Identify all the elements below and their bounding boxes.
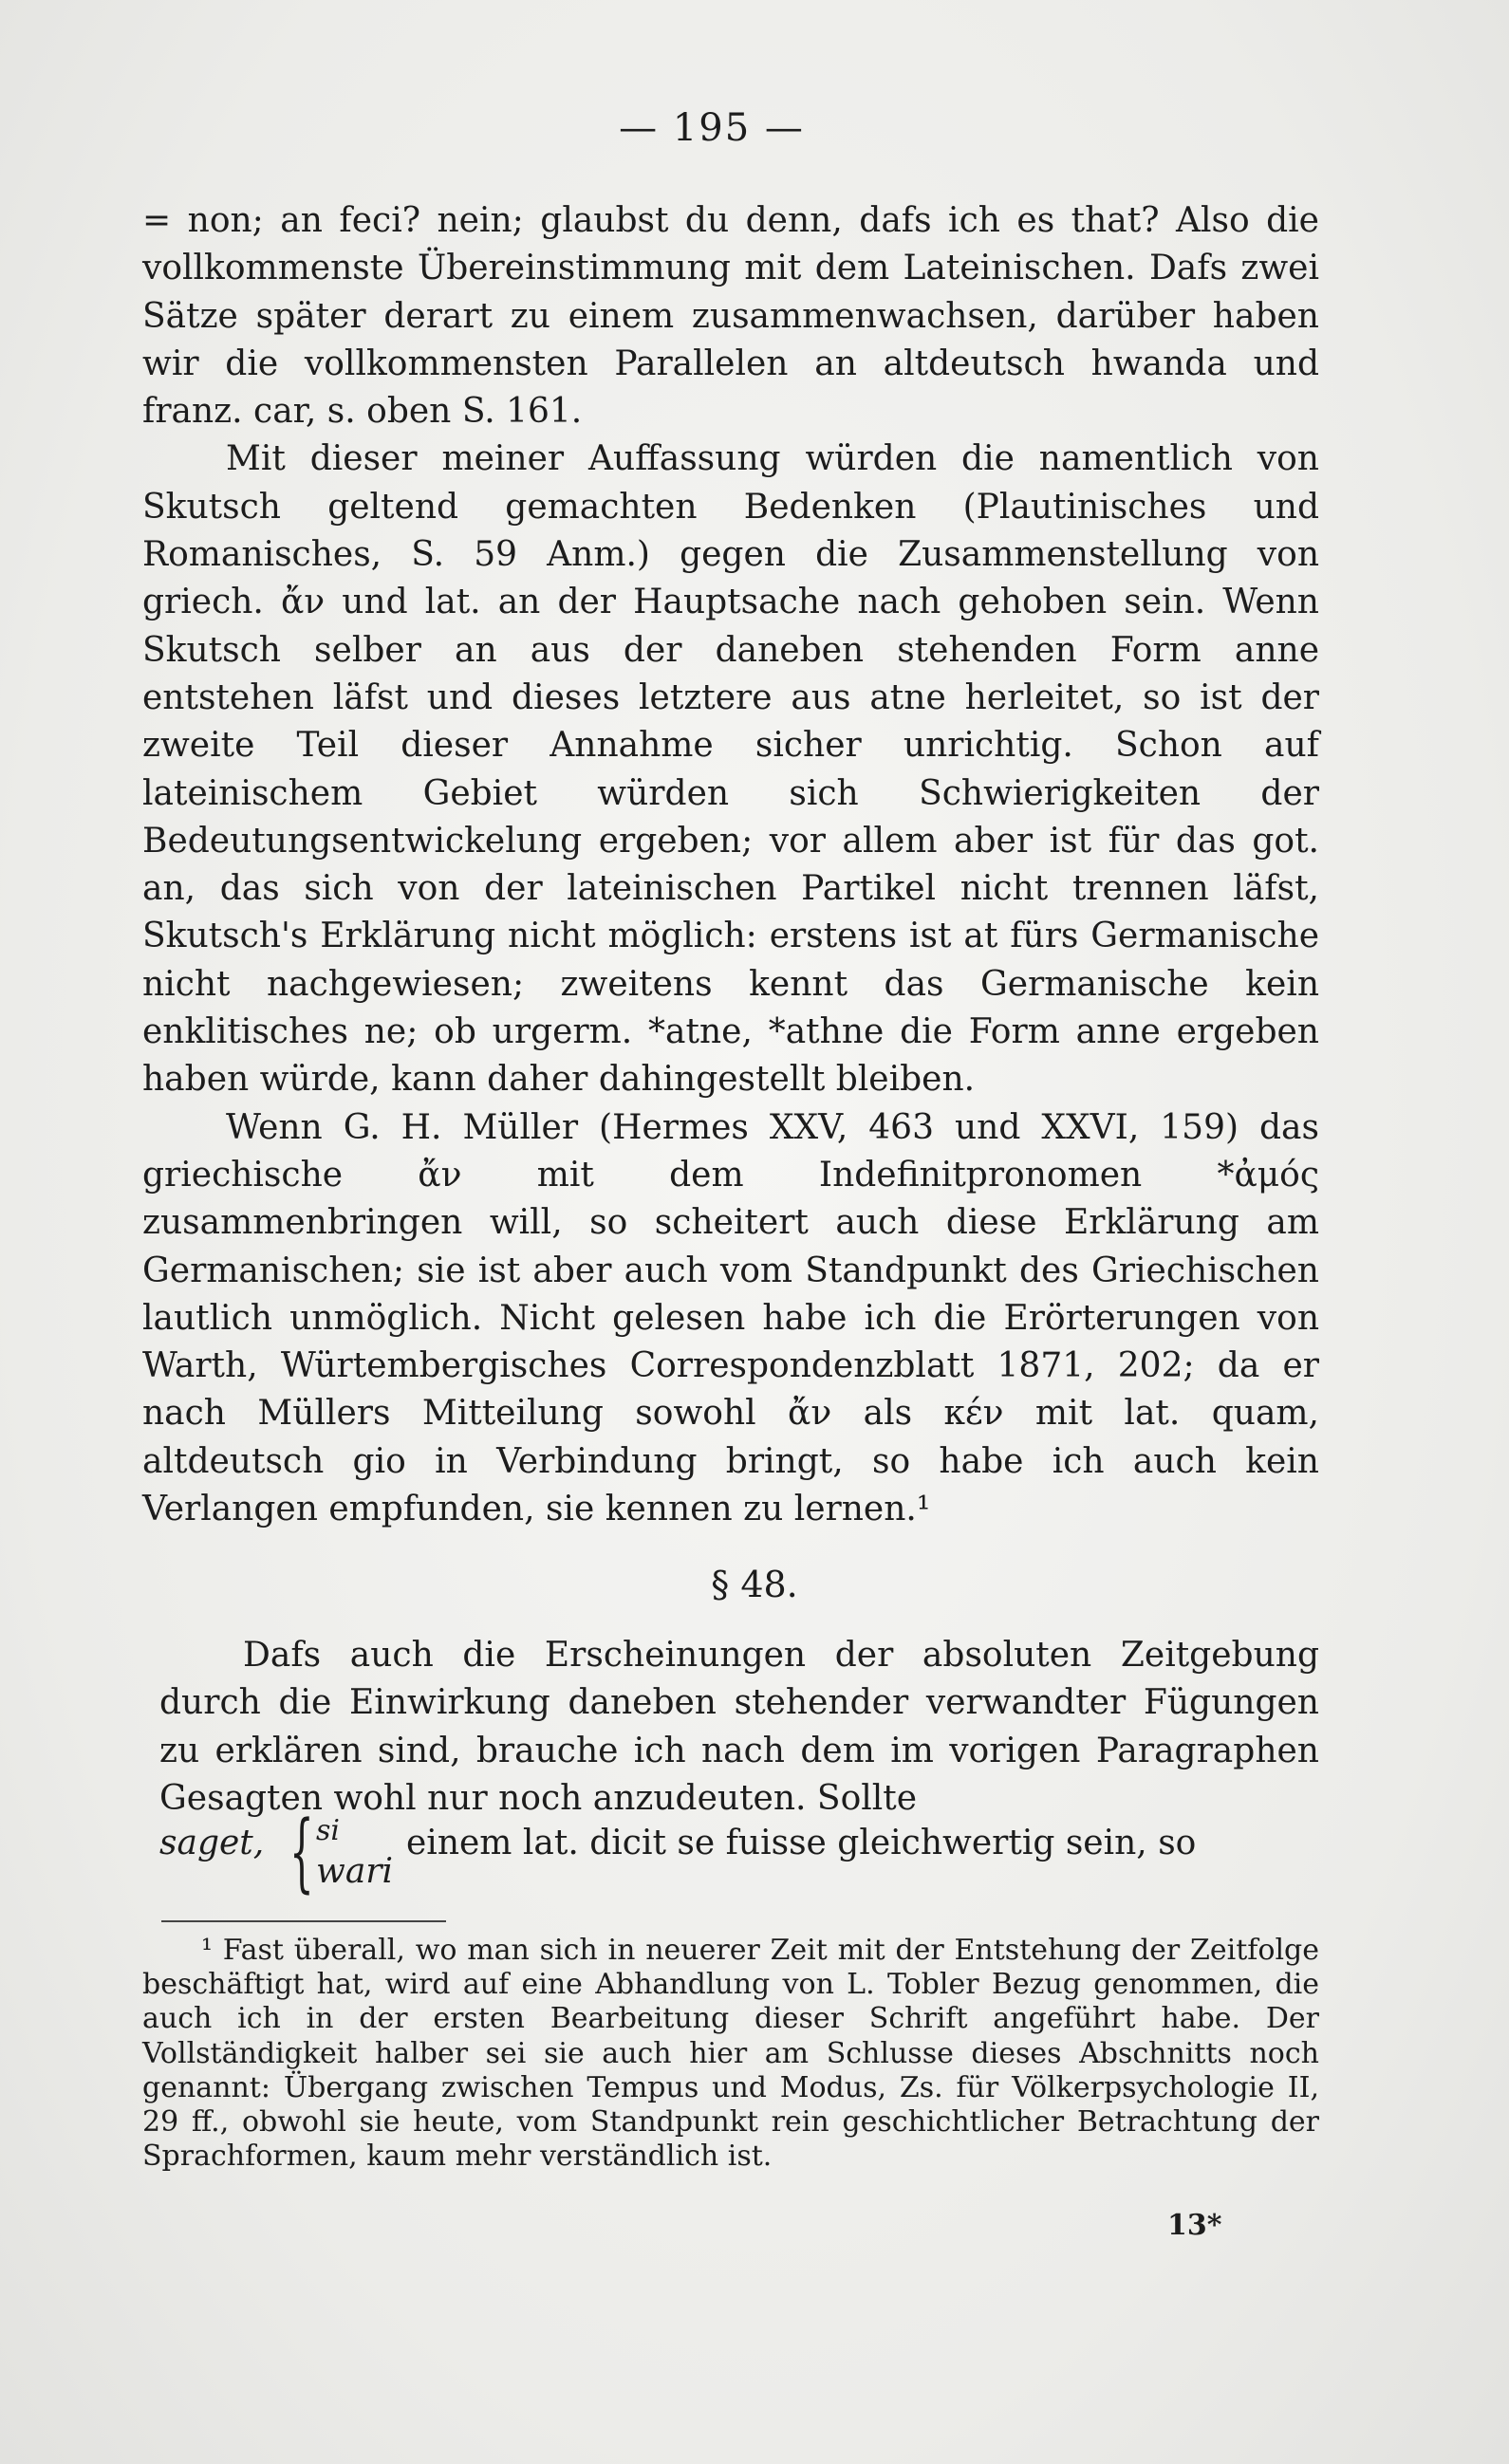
section-heading: § 48. <box>711 1564 798 1605</box>
main-text <box>142 197 1319 1533</box>
choice-word: saget, <box>159 1824 265 1862</box>
choice-line <box>159 1803 1319 1902</box>
footnote <box>142 1934 1319 2174</box>
brace-symbol: { <box>289 1803 314 1902</box>
paragraph-2: Mit dieser meiner Auffassung würden die namentlich von Skutsch geltend gemachten Bedenken (Plautinisches und Romanisches, S. 59 Anm.) gegen die Zusammenstellung von griech. ἄν und lat. an der Hauptsache nach gehoben sein. Wenn Skutsch selber an aus der daneben stehenden Form anne entstehen läfst und dieses letztere aus atne herleitet, so ist der zweite Teil dieser Annahme sicher unrichtig. Schon auf lateinischem Gebiet würden sich Schwierigkeiten der Bedeutungsentwickelung ergeben; vor allem aber ist für das got. an, das sich von der lateinischen Partikel nicht trennen läfst, Skutsch's Erklärung nicht möglich: erstens ist at fürs Germanische nicht nachgewiesen; zweitens kennt das Germanische kein enklitisches ne; ob urgerm. *atne, *athne die Form anne ergeben haben würde, kann daher dahingestellt bleiben. <box>142 439 1319 1100</box>
choice-option-2: wari <box>316 1852 393 1891</box>
paragraph-1: = non; an feci? nein; glaubst du denn, dafs ich es that? Also die vollkommenste Übereinstimmung mit dem Lateinischen. Dafs zwei Sätze später derart zu einem zusammenwachsen, darüber haben wir die vollkommensten Parallelen an altdeutsch hwanda und franz. car, s. oben S. 161. <box>142 201 1319 432</box>
footnote-rule <box>161 1920 446 1922</box>
choice-option-1: si <box>316 1814 340 1847</box>
choice-rest: einem lat. dicit se fuisse gleichwertig sein, so <box>406 1824 1197 1862</box>
section-paragraph: Dafs auch die Erscheinungen der absoluten Zeitgebung durch die Einwirkung daneben stehender verwandter Fügungen zu erklären sind, brauche ich nach dem im vorigen Paragraphen Gesagten wohl nur noch anzudeuten. Sollte <box>159 1636 1319 1818</box>
paragraph-3: Wenn G. H. Müller (Hermes XXV, 463 und XXVI, 159) das griechische ἄν mit dem Indefinitpronomen *ἀμός zusammenbringen will, so scheitert auch diese Erklärung am Germanischen; sie ist aber auch vom Standpunkt des Griechischen lautlich unmöglich. Nicht gelesen habe ich die Erörterungen von Warth, Würtembergisches Correspondenzblatt 1871, 202; da er nach Müllers Mitteilung sowohl ἄν als κέν mit lat. quam, altdeutsch gio in Verbindung bringt, so habe ich auch kein Verlangen empfunden, sie kennen zu lernen.¹ <box>142 1107 1319 1529</box>
signature-mark: 13* <box>1167 2209 1222 2242</box>
page-number: — 195 — <box>619 106 805 150</box>
section-text <box>159 1632 1319 1823</box>
footnote-text: ¹ Fast überall, wo man sich in neuerer Zeit mit der Entstehung der Zeitfolge beschäftigt hat, wird auf eine Abhandlung von L. Tobler Bezug genommen, die auch ich in der ersten Bearbeitung dieser Schrift angeführt habe. Der Vollständigkeit halber sei sie auch hier am Schlusse dieses Abschnitts noch genannt: Übergang zwischen Tempus und Modus, Zs. für Völkerpsychologie II, 29 ff., obwohl sie heute, vom Standpunkt rein geschichtlicher Betrachtung der Sprachformen, kaum mehr verständlich ist. <box>142 1934 1319 2174</box>
